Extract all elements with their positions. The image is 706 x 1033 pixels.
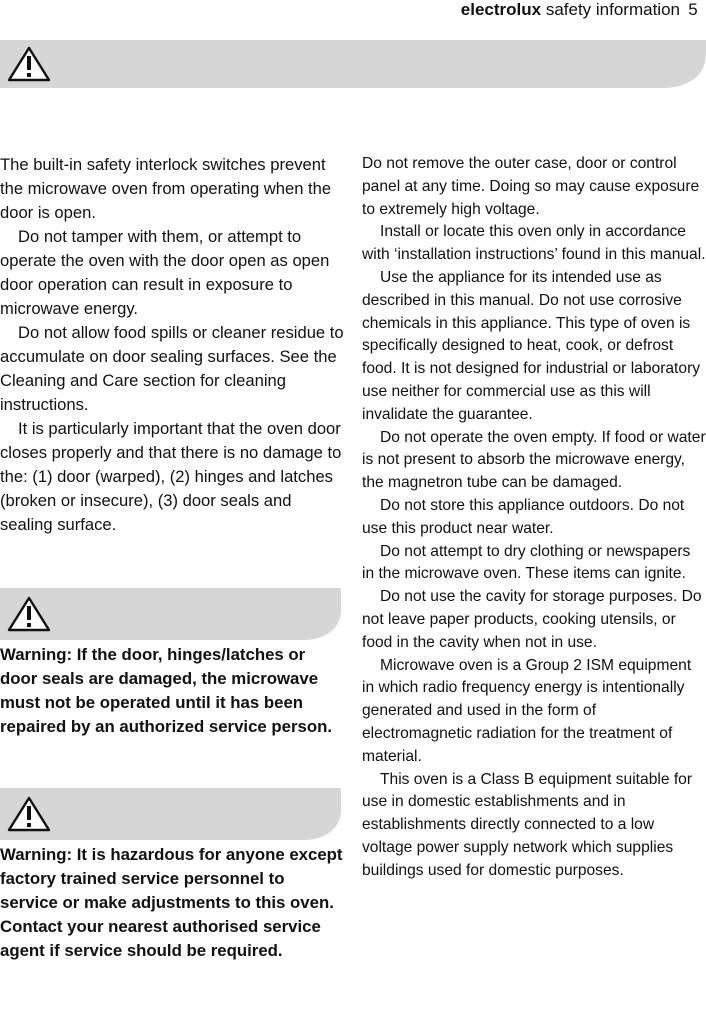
warning-text-door: Warning: If the door, hinges/latches or door seals are damaged, the microwave must not be operated until it has been repaired by an authorized service person.: [0, 645, 333, 736]
warning-triangle-icon: [7, 796, 51, 832]
paragraph: It is particularly important that the oven door closes properly and that there is no damage to the: (1) door (warped), (2) hinges and latches (broken or insecure), (3) door seals and sealing surface.: [0, 419, 342, 534]
page-header: [0, 0, 706, 26]
right-column: [362, 153, 706, 883]
paragraph: Microwave oven is a Group 2 ISM equipment in which radio frequency energy is intentionally generated and used in the form of electromagnetic radiation for the treatment of material.: [362, 656, 692, 765]
paragraph: Use the appliance for its intended use as described in this manual. Do not use corrosive chemicals in this appliance. This type of oven is specifically designed to heat, cook, or defrost food. It is not designed for industrial or laboratory use neither for commercial use as this will invalidate the guarantee.: [362, 268, 701, 423]
paragraph: Do not store this appliance outdoors. Do not use this product near water.: [362, 496, 685, 537]
warning-triangle-icon: [7, 596, 51, 632]
brand-name: electrolux: [460, 0, 542, 19]
paragraph: Do not tamper with them, or attempt to operate the oven with the door open as open door operation can result in exposure to microwave energy.: [0, 227, 330, 318]
warning-banner-door: [0, 588, 341, 640]
paragraph: Do not attempt to dry clothing or newspapers in the microwave oven. These items can ignite.: [362, 542, 691, 583]
warning-triangle-icon: [7, 46, 51, 82]
paragraph: Do not remove the outer case, door or control panel at any time. Doing so may cause exposure to extremely high voltage.: [362, 155, 700, 218]
paragraph: Do not use the cavity for storage purposes. Do not leave paper products, cooking utensils, or food in the cavity when not in use.: [362, 588, 702, 651]
page-number: 5: [688, 0, 698, 19]
paragraph: The built-in safety interlock switches prevent the microwave oven from operating when the door is open.: [0, 155, 332, 222]
left-column: [0, 153, 346, 537]
paragraph: Do not operate the oven empty. If food or water is not present to absorb the microwave energy, the magnetron tube can be damaged.: [362, 428, 706, 492]
paragraph: Do not allow food spills or cleaner residue to accumulate on door sealing surfaces. See the Cleaning and Care section for cleaning instructions.: [0, 323, 344, 414]
paragraph: Install or locate this oven only in accordance with ‘installation instructions’ found in this manual.: [362, 223, 706, 264]
warning-text-service: Warning: It is hazardous for anyone except factory trained service personnel to service or make adjustments to this oven. Contact your nearest authorised service agent if service should be required.: [0, 845, 343, 960]
paragraph: This oven is a Class B equipment suitable for use in domestic establishments and in establishments directly connected to a low voltage power supply network which supplies buildings used for domestic purposes.: [362, 770, 693, 879]
warning-banner-service: [0, 788, 341, 840]
warning-banner-top: [0, 40, 706, 88]
section-title: safety information: [545, 0, 680, 19]
